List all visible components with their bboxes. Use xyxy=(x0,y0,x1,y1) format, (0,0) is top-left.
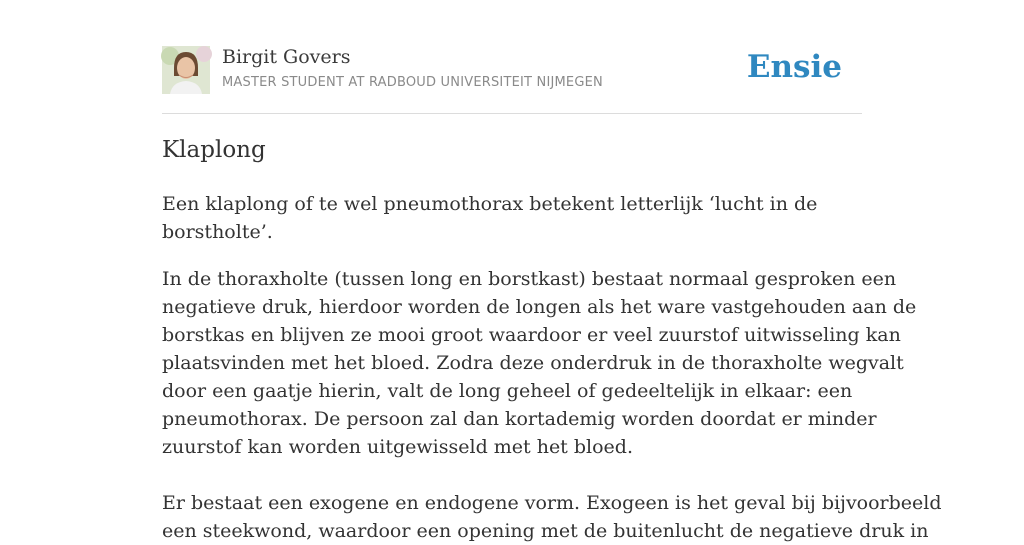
author-role: MASTER STUDENT AT RADBOUD UNIVERSITEIT NIJMEGEN xyxy=(222,75,603,90)
text-line: negatieve druk, hierdoor worden de longen als het ware vastgehouden aan de xyxy=(162,296,917,318)
text-line: borstkas en blijven ze mooi groot waardoor er veel zuurstof uitwisseling kan xyxy=(162,324,901,346)
text-line: zuurstof kan worden uitgewisseld met het bloed. xyxy=(162,436,633,458)
paragraph-3 xyxy=(162,489,942,545)
avatar-image xyxy=(162,46,210,94)
article-body xyxy=(162,190,942,545)
text-line: Er bestaat een exogene en endogene vorm. Exogeen is het geval bij bijvoorbeeld xyxy=(162,492,942,514)
paragraph-2 xyxy=(162,265,917,461)
text-line: door een gaatje hierin, valt de long geheel of gedeeltelijk in elkaar: een xyxy=(162,380,853,402)
avatar[interactable] xyxy=(162,46,210,94)
intro-paragraph: Een klaplong of te wel pneumothorax betekent letterlijk ‘lucht in de borstholte’. xyxy=(162,193,818,243)
article-title: Klaplong xyxy=(162,137,266,163)
header-divider xyxy=(162,113,862,114)
author-name[interactable]: Birgit Govers xyxy=(222,46,351,68)
text-line: pneumothorax. De persoon zal dan kortademig worden doordat er minder xyxy=(162,408,877,430)
text-line: In de thoraxholte (tussen long en borstkast) bestaat normaal gesproken een xyxy=(162,268,897,290)
ensie-logo[interactable]: Ensie xyxy=(746,49,842,85)
author-header xyxy=(162,46,862,96)
text-line: een steekwond, waardoor een opening met de buitenlucht de negatieve druk in xyxy=(162,520,929,542)
text-line: plaatsvinden met het bloed. Zodra deze onderdruk in de thoraxholte wegvalt xyxy=(162,352,904,374)
